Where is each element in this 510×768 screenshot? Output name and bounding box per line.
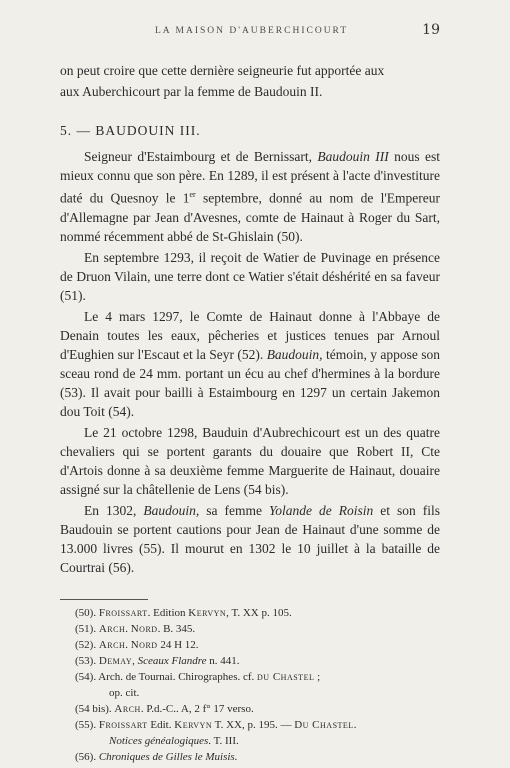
note-number: (50). <box>75 607 97 619</box>
note-text: n. 441. <box>206 655 240 667</box>
note-number: (51). <box>75 623 97 635</box>
footnotes <box>75 605 440 765</box>
p1-text-c: nous est mieux connu que son père. En 1289, il est présent à l'acte d'investiture daté du Quesnoy le 1 <box>60 149 440 206</box>
note-text: ; <box>314 671 321 683</box>
paragraph-4: Le 21 octobre 1298, Bauduin d'Aubrechicourt est un des quatre chevaliers qui se portent garants du douaire que Robert II, Cte d'Artois donne à sa deuxième femme Marguerite de Hainaut, douaire assigné sur la châtellenie de Lens (54 bis). <box>60 424 440 497</box>
note-source: Arch <box>98 639 126 651</box>
paragraph-1 <box>60 147 440 246</box>
note-text: . B. 345. <box>157 623 196 635</box>
note-text: Arch. de Tournai. Chirographes. cf. <box>98 671 258 683</box>
section-heading: 5. — BAUDOUIN III. <box>60 123 201 138</box>
p5-text-c: sa femme <box>199 502 269 518</box>
p3-text-a: Le 4 mars 1297, le Comte de Hainaut donne à l'Abbaye de Denain toutes les eaux, pêcheries et justices tenues par Arnoul d'Eughien sur l'Escaut et la Seyr (52). <box>60 308 440 362</box>
p1-text-a: Seigneur d'Estaimbourg et de Bernissart, <box>84 149 318 164</box>
note-author: Demay <box>98 655 133 667</box>
note-text: . P.d.-C.. A, 2 f° 17 verso. <box>140 703 254 715</box>
paragraph-3 <box>60 307 440 421</box>
note-author: du Chastel <box>257 671 315 683</box>
note-number: (52). <box>75 639 97 651</box>
note-source: Arch <box>98 623 126 635</box>
p3-text-c: témoin, y appose son sceau rond de 24 mm. portant un écu au chef d'hermines à la bordure (53). Il avait pour bailli à Estaimbourg en 1297 un certain Jakemon dou Toit (54). <box>60 346 440 419</box>
intro-text <box>60 61 440 103</box>
footnote-54-continued: op. cit. <box>109 687 140 699</box>
note-author: Froissart <box>98 607 148 619</box>
note-text: 24 H 12. <box>157 639 199 651</box>
note-source: Nord <box>130 639 158 651</box>
note-number: (53). <box>75 655 97 667</box>
note-number: (56). <box>75 751 97 763</box>
note-number: (54 bis). <box>75 703 112 715</box>
note-number: (55). <box>75 719 97 731</box>
p5-name-baudouin: Baudouin, <box>143 502 200 518</box>
note-title: Chroniques de Gilles le Muisis. <box>98 751 238 763</box>
p1-superscript: er <box>189 190 196 199</box>
note-title: Sceaux Flandre <box>137 655 207 667</box>
intro-line-1: on peut croire que cette dernière seigneurie fut apportée aux <box>60 63 385 78</box>
footnote-56 <box>75 749 440 765</box>
running-head: LA MAISON D'AUBERCHICOURT <box>155 26 349 36</box>
footnote-rule <box>60 599 148 600</box>
note-source: Arch <box>114 703 141 715</box>
note-number: (54). <box>75 671 97 683</box>
intro-line-2: aux Auberchicourt par la femme de Baudouin II. <box>60 84 323 99</box>
paragraph-5 <box>60 501 440 577</box>
note-title: Notices généalogiques <box>109 735 209 747</box>
note-text: . <box>353 719 357 731</box>
page-number: 19 <box>422 22 440 38</box>
footnote-52 <box>75 637 440 653</box>
footnote-55-continued <box>75 733 440 749</box>
note-editor: Kervyn <box>188 607 227 619</box>
note-text: . Edition <box>147 607 189 619</box>
footnote-51 <box>75 621 440 637</box>
footnote-50 <box>75 605 440 621</box>
main-text <box>60 147 440 579</box>
note-editor: Kervyn <box>174 719 213 731</box>
page-header <box>60 22 440 42</box>
note-author: Du Chastel <box>294 719 354 731</box>
p5-text-e: et son fils Baudouin se portent cautions pour Jean de Hainaut d'une somme de 13.000 livres (55). Il mourut en 1302 le 10 juillet à la bataille de Courtrai (56). <box>60 502 440 575</box>
note-text: , <box>132 655 138 667</box>
p5-name-yolande: Yolande de Roisin <box>268 502 374 518</box>
p1-text-d: septembre, donné au nom de l'Empereur d'Allemagne par Jean d'Avesnes, comte de Hainaut à Roger du Sart, nommé récemment abbé de St-Ghislain (50). <box>60 190 440 244</box>
note-author: Froissart <box>98 719 148 731</box>
footnote-55 <box>75 717 440 733</box>
note-text: . T. III. <box>208 735 239 747</box>
note-text: Edit. <box>147 719 175 731</box>
p3-name-baudouin: Baudouin, <box>266 346 323 362</box>
note-text: . <box>125 639 131 651</box>
note-text: . <box>125 623 131 635</box>
note-source: Nord <box>130 623 158 635</box>
footnote-53 <box>75 653 440 669</box>
note-text: , T. XX p. 105. <box>226 607 292 619</box>
p1-name-baudouin: Baudouin III <box>317 149 389 164</box>
p5-text-a: En 1302, <box>84 502 144 518</box>
footnote-54 <box>75 669 440 685</box>
note-text: T. XX, p. 195. — <box>212 719 295 731</box>
paragraph-2: En septembre 1293, il reçoit de Watier de Puvinage en présence de Druon Vilain, une terre dont ce Watier s'était déshérité en sa faveur (51). <box>60 249 440 303</box>
footnote-54-bis <box>75 701 440 717</box>
